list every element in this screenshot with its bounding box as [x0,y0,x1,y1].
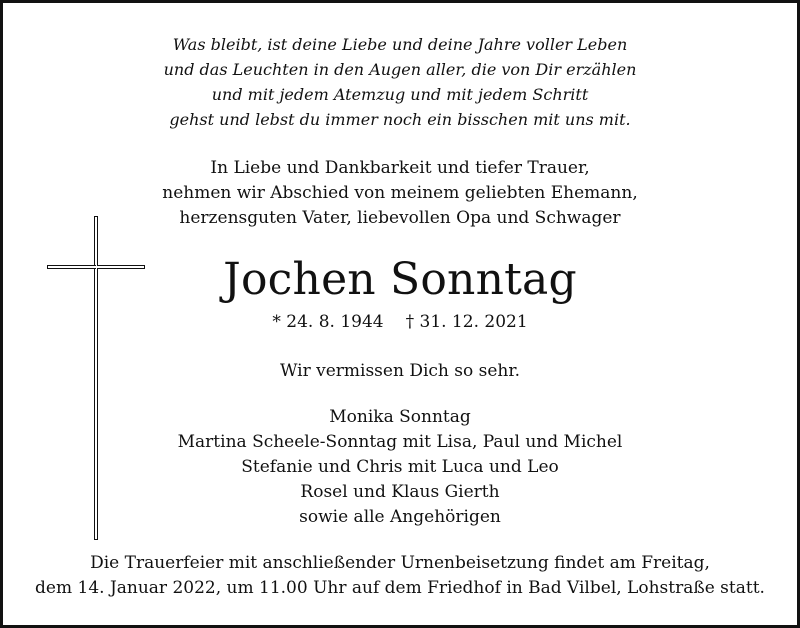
family-list [3,405,797,530]
intro-line: nehmen wir Abschied von meinem geliebten Ehemann, [162,183,638,203]
funeral-line: Die Trauerfeier mit anschließender Urnenbeisetzung findet am Freitag, [90,553,710,573]
birth-date: * 24. 8. 1944 [272,312,384,332]
poem-line: Was bleibt, ist deine Liebe und deine Jahre voller Leben [172,35,628,54]
family-member: Monika Sonntag [329,407,471,427]
deceased-name: Jochen Sonntag [223,254,577,305]
intro-line: In Liebe und Dankbarkeit und tiefer Trauer, [210,158,590,178]
family-member: sowie alle Angehörigen [299,507,501,527]
poem-line: gehst und lebst du immer noch ein bisschen mit uns mit. [169,110,631,129]
life-dates [3,310,797,334]
intro-line: herzensguten Vater, liebevollen Opa und Schwager [179,208,621,228]
funeral-details [3,551,797,601]
family-member: Rosel und Klaus Gierth [300,482,500,502]
family-member: Stefanie und Chris mit Luca und Leo [241,457,559,477]
funeral-line: dem 14. Januar 2022, um 11.00 Uhr auf dem Friedhof in Bad Vilbel, Lohstraße statt. [35,578,765,598]
poem-line: und das Leuchten in den Augen aller, die von Dir erzählen [163,60,637,79]
family-member: Martina Scheele-Sonntag mit Lisa, Paul und Michel [177,432,623,452]
poem [3,32,797,132]
poem-line: und mit jedem Atemzug und mit jedem Schritt [211,85,589,104]
death-date: † 31. 12. 2021 [405,312,528,332]
farewell-intro [3,156,797,231]
mourning-message: Wir vermissen Dich so sehr. [279,361,521,381]
